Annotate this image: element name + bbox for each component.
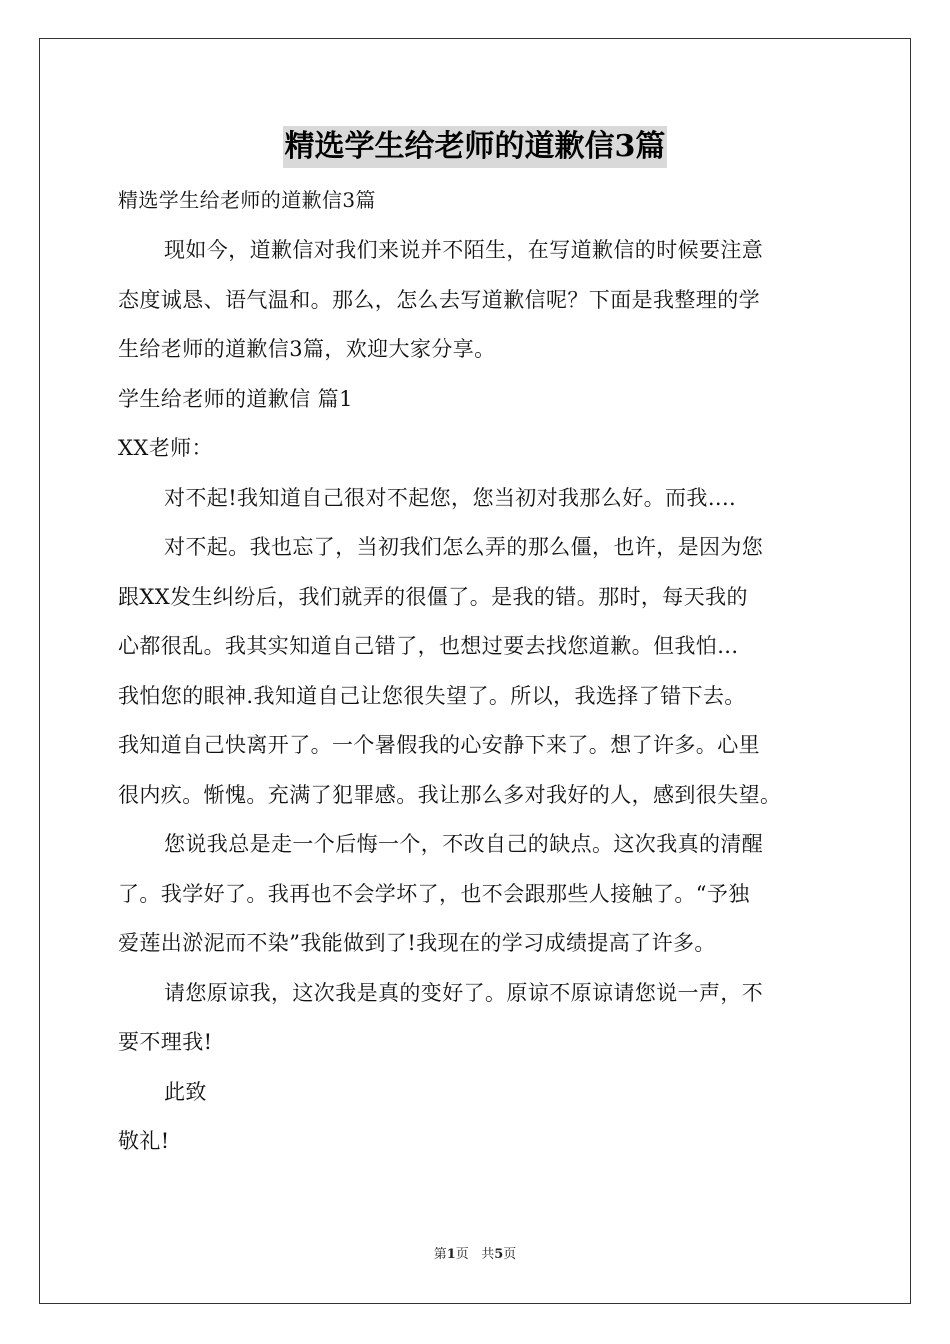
body-line: 很内疚。惭愧。充满了犯罪感。我让那么多对我好的人，感到很失望。	[118, 782, 782, 807]
page-footer	[0, 1246, 950, 1264]
body-line: 心都很乱。我其实知道自己错了，也想过要去找您道歉。但我怕...	[118, 634, 739, 658]
body-line: 您说我总是走一个后悔一个，不改自己的缺点。这次我真的清醒	[164, 832, 764, 856]
body-line: 对不起!我知道自己很对不起您，您当初对我那么好。而我....	[164, 485, 737, 510]
total-suffix: 页	[503, 1247, 517, 1262]
body-line: 我知道自己快离开了。一个暑假我的心安静下来了。想了许多。心里	[118, 733, 760, 757]
body-line: 了。我学好了。我再也不会学坏了，也不会跟那些人接触了。“予独	[118, 881, 750, 906]
total-pages: 5	[494, 1247, 504, 1262]
body-line: 态度诚恳、语气温和。那么，怎么去写道歉信呢？下面是我整理的学	[118, 287, 760, 312]
title-container	[0, 126, 950, 168]
total-prefix: 共	[481, 1247, 495, 1262]
document-title: 精选学生给老师的道歉信3篇	[283, 126, 668, 168]
body-line: 爱莲出淤泥而不染”我能做到了!我现在的学习成绩提高了许多。	[118, 931, 716, 955]
body-lines	[118, 226, 838, 1167]
body-line: 此致	[164, 1079, 207, 1104]
body-line: 我怕您的眼神.我知道自己让您很失望了。所以，我选择了错下去。	[118, 683, 746, 708]
body-line: 现如今，道歉信对我们来说并不陌生，在写道歉信的时候要注意	[164, 238, 764, 262]
body-line: 要不理我!	[118, 1030, 213, 1054]
body-line: XX老师：	[118, 436, 213, 460]
body-line: 跟XX发生纠纷后，我们就弄的很僵了。是我的错。那时，每天我的	[118, 584, 748, 609]
page-suffix: 页	[455, 1247, 469, 1262]
body-line: 请您原谅我，这次我是真的变好了。原谅不原谅请您说一声，不	[164, 980, 764, 1005]
body-line: 对不起。我也忘了，当初我们怎么弄的那么僵，也许，是因为您	[164, 535, 764, 559]
body-line: 敬礼!	[118, 1129, 170, 1153]
body-line: 生给老师的道歉信3篇，欢迎大家分享。	[118, 337, 496, 361]
document-body	[118, 180, 838, 1167]
document-subtitle: 精选学生给老师的道歉信3篇	[118, 188, 376, 212]
body-line: 学生给老师的道歉信 篇1	[118, 386, 353, 411]
page-prefix: 第	[433, 1247, 447, 1262]
page-number: 1	[446, 1247, 456, 1262]
